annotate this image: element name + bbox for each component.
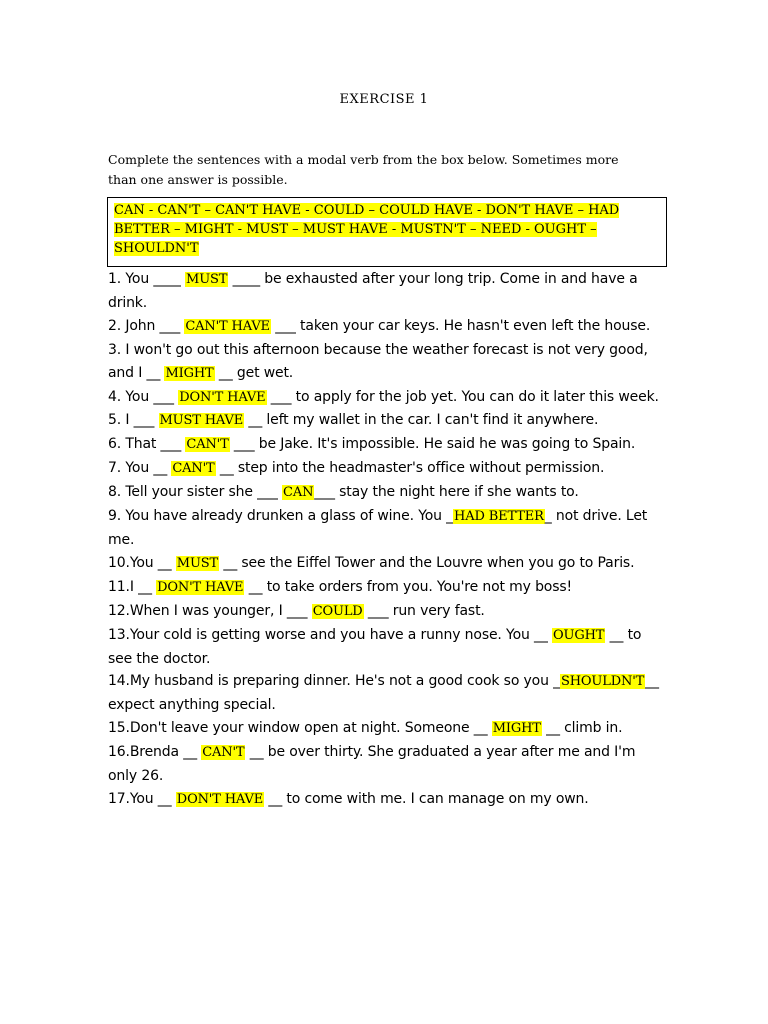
answer-highlight: OUGHT [553,627,605,643]
exercise-item-11 [108,576,668,600]
answer-highlight: DON'T HAVE [179,389,266,405]
item-text-before: 9. You have already drunken a glass of wine. You _ [108,508,454,525]
item-text-after: __ left my wallet in the car. I can't find it anywhere. [244,412,599,429]
answer-highlight: CAN [283,485,314,501]
item-text-before: 7. You __ [108,460,172,477]
answer-highlight: MIGHT [165,365,214,381]
item-text-after: __ climb in. [541,720,623,737]
item-text-after: ___ be Jake. It's impossible. He said he was going to Spain. [229,436,636,453]
item-text-after: __ be over thirty. She graduated a year after me and I'm only 26. [108,744,636,785]
item-text-before: 5. I ___ [108,412,159,429]
item-text-before: 12.When I was younger, I ___ [108,602,312,619]
item-text-after: __ get wet. [214,364,294,381]
exercise-item-13 [108,624,668,671]
answer-highlight: DON'T HAVE [157,579,244,595]
answer-highlight: CAN'T [186,437,229,453]
exercise-item-2 [108,315,668,339]
answer-highlight: SHOULDN'T [560,674,645,690]
item-text-before: 14.My husband is preparing dinner. He's not a good cook so you _ [108,673,560,690]
item-text-before: 6. That ___ [108,436,186,453]
item-text-before: 4. You ___ [108,388,179,405]
answer-highlight: MUST [186,272,228,287]
item-text-after: __ to take orders from you. You're not my boss! [244,578,572,595]
exercise-item-10 [108,552,668,576]
exercise-list [108,268,668,812]
item-text-after: __ to see the doctor. [108,626,642,667]
item-text-before: 8. Tell your sister she ___ [108,484,283,501]
item-text-after: __ to come with me. I can manage on my own. [264,790,589,807]
exercise-item-7 [108,457,668,481]
item-text-before: 1. You ____ [108,271,186,287]
item-text-after: _ not drive. Let me. [108,508,648,548]
item-text-after: ___ stay the night here if she wants to. [314,484,579,501]
item-text-after: __ see the Eiffel Tower and the Louvre when you go to Paris. [219,554,635,571]
exercise-item-3 [108,339,668,386]
item-text-after: __ step into the headmaster's office without permission. [215,460,605,477]
item-text-before: 2. John ___ [108,317,185,334]
item-text-before: 10.You __ [108,554,176,571]
page-title: EXERCISE 1 [339,92,429,107]
item-text-before: 15.Don't leave your window open at night. Someone __ [108,720,492,737]
answer-highlight: MUST HAVE [159,413,244,429]
answer-highlight: MUST [176,555,219,571]
answer-highlight: MIGHT [492,721,541,737]
exercise-item-12 [108,600,668,624]
exercise-item-6 [108,433,668,457]
exercise-item-4 [108,386,668,410]
item-text-after: ____ be exhausted after your long trip. Come in and have a drink. [108,271,638,311]
modal-verb-list: CAN - CAN'T – CAN'T HAVE - COULD – COULD HAVE - DON'T HAVE – HAD BETTER – MIGHT - MUST – MUST HAVE - MUSTN'T – NEED - OUGHT – SHOULDN'T [114,203,620,256]
instructions-text: Complete the sentences with a modal verb from the box below. Sometimes more than one answer is possible. [108,152,619,187]
answer-highlight: CAN'T [172,461,215,477]
answer-highlight: CAN'T [202,745,245,761]
exercise-item-9 [108,505,668,552]
exercise-item-16 [108,741,668,788]
exercise-item-8 [108,481,668,505]
modal-verb-box [107,197,667,267]
item-text-after: __ expect anything special. [108,673,659,714]
exercise-item-15 [108,717,668,741]
answer-highlight: COULD [312,603,363,619]
item-text-before: 16.Brenda __ [108,744,202,761]
exercise-item-17 [108,788,668,812]
item-text-after: ___ to apply for the job yet. You can do it later this week. [266,388,659,405]
item-text-before: 13.Your cold is getting worse and you have a runny nose. You __ [108,626,553,643]
item-text-after: ___ taken your car keys. He hasn't even left the house. [270,317,651,334]
exercise-item-5 [108,409,668,433]
exercise-item-14 [108,670,668,717]
answer-highlight: CAN'T HAVE [185,318,270,334]
item-text-before: 11.I __ [108,578,157,595]
answer-highlight: DON'T HAVE [176,791,264,807]
item-text-before: 17.You __ [108,790,176,807]
answer-highlight: HAD BETTER [454,509,544,525]
item-text-after: ___ run very fast. [363,602,485,619]
item-text-before: 3. I won't go out this afternoon because the weather forecast is not very good, and I __ [108,341,648,381]
exercise-item-1 [108,268,668,315]
